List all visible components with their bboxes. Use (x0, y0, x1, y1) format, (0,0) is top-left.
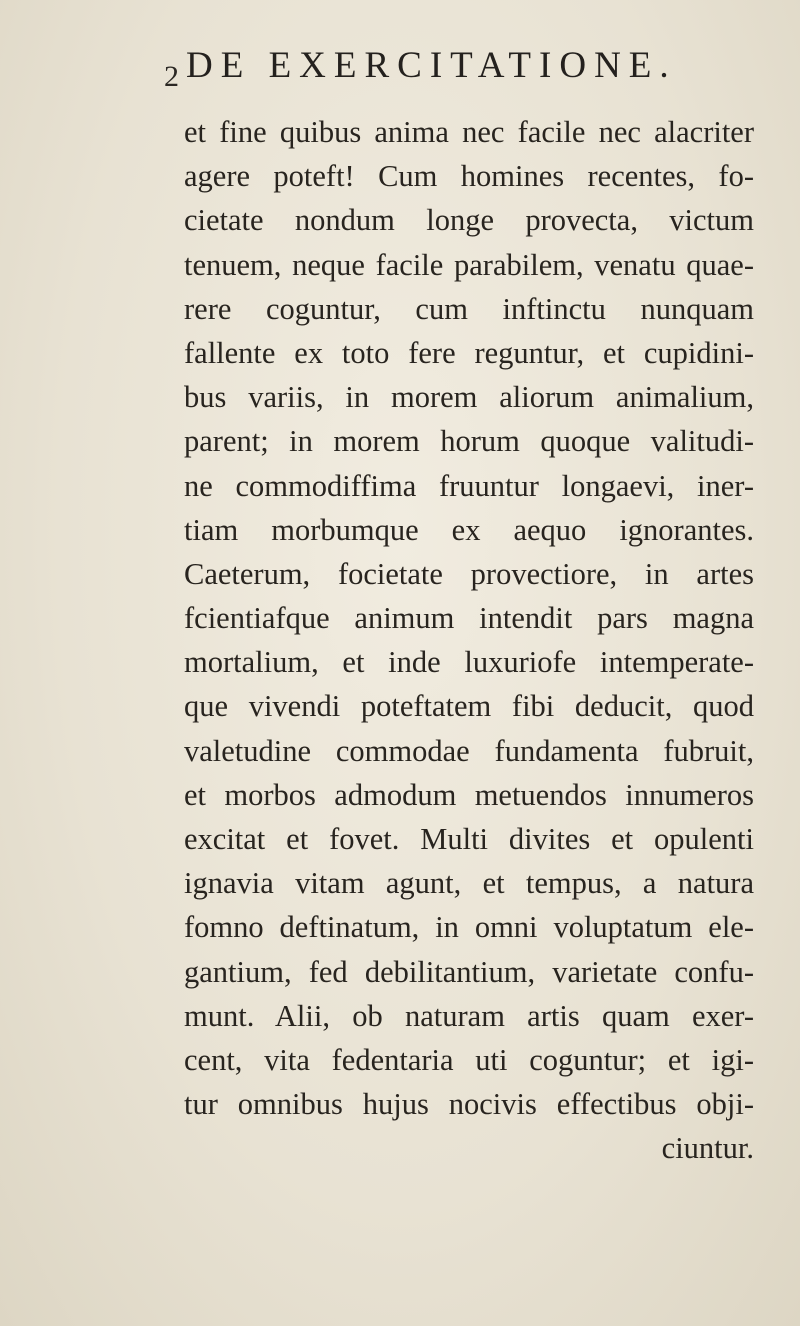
text-line: et fine quibus anima nec facile nec alacriter (184, 115, 754, 149)
text-line: agere poteft! Cum homines recentes, fo- (184, 159, 754, 194)
text-line: fomno deftinatum, in omni voluptatum ele- (184, 910, 754, 945)
text-line: parent; in morem horum quoque valitudi- (184, 424, 754, 459)
text-line: fallente ex toto fere reguntur, et cupidini- (184, 335, 754, 370)
catchword: ciuntur. (661, 1131, 754, 1166)
text-line: valetudine commodae fundamenta fubruit, (184, 733, 754, 768)
text-line: tiam morbumque ex aequo ignorantes. (184, 512, 754, 547)
page-header (164, 44, 677, 94)
text-line: tenuem, neque facile parabilem, venatu quae- (184, 247, 754, 282)
text-line: tur omnibus hujus nocivis effectibus obji- (184, 1087, 754, 1122)
text-line: gantium, fed debilitantium, varietate confu- (184, 954, 754, 989)
text-line: que vivendi poteftatem fibi deducit, quod (184, 689, 754, 724)
page-number: 2 (164, 60, 179, 93)
text-line: et morbos admodum metuendos innumeros (184, 777, 754, 812)
text-line: cent, vita fedentaria uti coguntur; et igi- (184, 1042, 754, 1077)
body-text (184, 110, 754, 1171)
text-line: ne commodiffima fruuntur longaevi, iner- (184, 468, 754, 503)
text-line: fcientiafque animum intendit pars magna (184, 601, 754, 636)
text-line: cietate nondum longe provecta, victum (184, 203, 754, 238)
text-line: excitat et fovet. Multi divites et opulenti (184, 822, 754, 856)
running-title: DE EXERCITATIONE. (186, 45, 677, 86)
text-line: Caeterum, focietate provectiore, in artes (184, 556, 754, 591)
text-line: ignavia vitam agunt, et tempus, a natura (184, 866, 754, 901)
text-line: bus variis, in morem aliorum animalium, (184, 380, 754, 415)
text-line: rere coguntur, cum inftinctu nunquam (184, 291, 754, 326)
text-line: munt. Alii, ob naturam artis quam exer- (184, 998, 754, 1033)
text-line: mortalium, et inde luxuriofe intemperate- (184, 645, 754, 680)
